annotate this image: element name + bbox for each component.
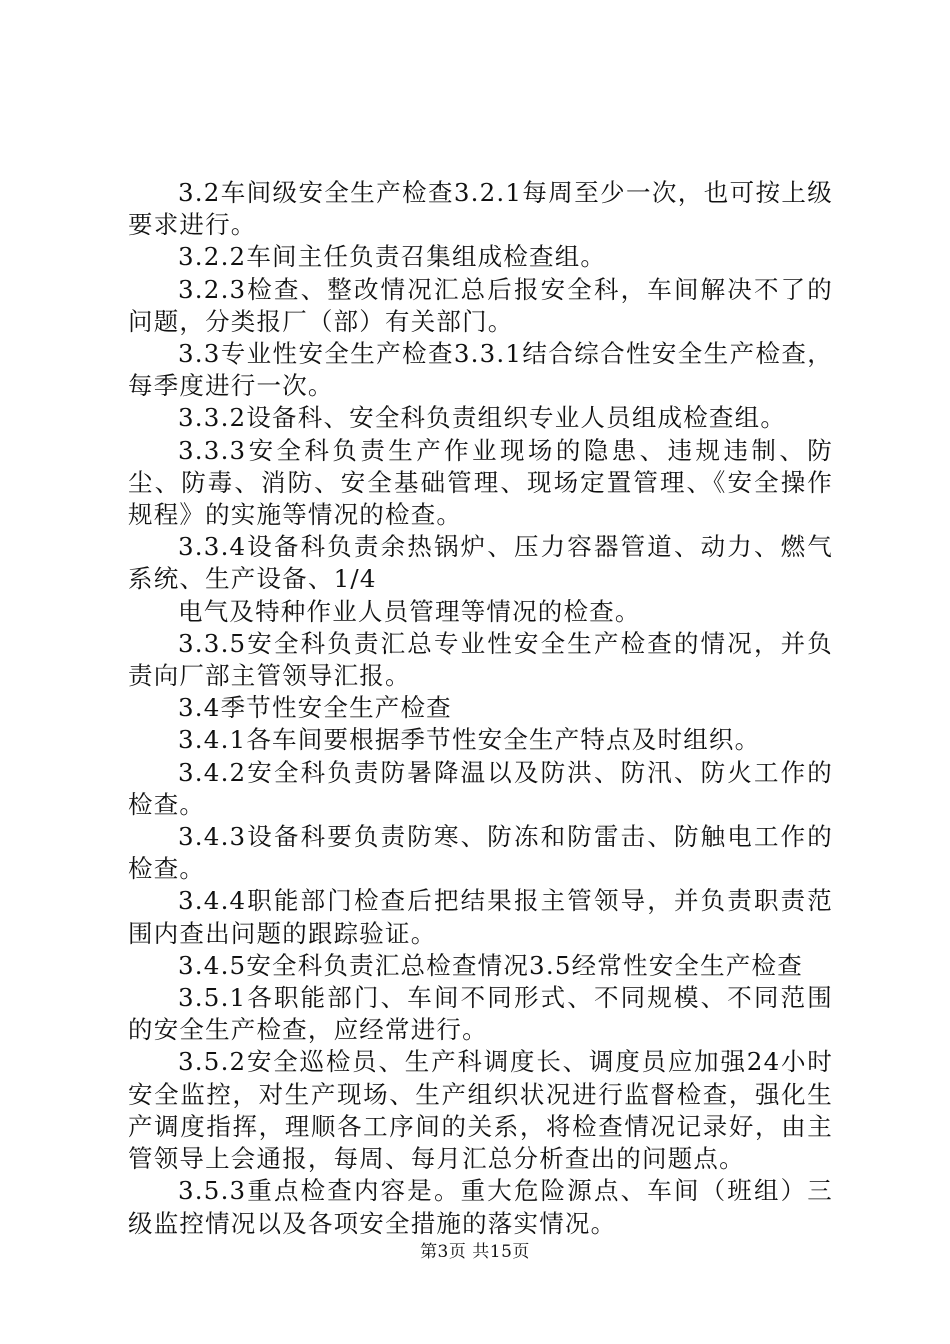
- paragraph-3-3-2: 3.3.2设备科、安全科负责组织专业人员组成检查组。: [178, 403, 787, 433]
- paragraph-3-5-2: 3.5.2安全巡检员、生产科调度长、调度员应加强24小时安全监控，对生产现场、生产组织状况进行监督检查，强化生产调度指挥，理顺各工序间的关系，将检查情况记录好，由主管领导上会通报，每周、每月汇总分析查出的问题点。: [128, 1047, 833, 1174]
- paragraph-3-4-1: 3.4.1各车间要根据季节性安全生产特点及时组织。: [178, 725, 761, 755]
- paragraph-3-2-3: 3.2.3检查、整改情况汇总后报安全科，车间解决不了的问题，分类报厂（部）有关部门。: [128, 274, 833, 336]
- paragraph-3-3-4-continued: 电气及特种作业人员管理等情况的检查。: [178, 596, 641, 626]
- paragraph-3-4-4: 3.4.4职能部门检查后把结果报主管领导，并负责职责范围内查出问题的跟踪验证。: [128, 886, 833, 948]
- paragraph-3-4-5: 3.4.5安全科负责汇总检查情况3.5经常性安全生产检查: [178, 950, 803, 980]
- paragraph-3-3: 3.3专业性安全生产检查3.3.1结合综合性安全生产检查，每季度进行一次。: [128, 339, 833, 401]
- paragraph-3-2-2: 3.2.2车间主任负责召集组成检查组。: [178, 242, 607, 272]
- paragraph-3-2: 3.2车间级安全生产检查3.2.1每周至少一次，也可按上级要求进行。: [128, 178, 833, 240]
- paragraph-3-4-3: 3.4.3设备科要负责防寒、防冻和防雷击、防触电工作的检查。: [128, 822, 833, 884]
- paragraph-3-3-4: 3.3.4设备科负责余热锅炉、压力容器管道、动力、燃气系统、生产设备、1/4: [128, 532, 833, 594]
- paragraph-3-5-3: 3.5.3重点检查内容是。重大危险源点、车间（班组）三级监控情况以及各项安全措施的落实情况。: [128, 1176, 833, 1238]
- paragraph-3-3-5: 3.3.5安全科负责汇总专业性安全生产检查的情况，并负责向厂部主管领导汇报。: [128, 628, 833, 691]
- paragraph-3-3-3: 3.3.3安全科负责生产作业现场的隐患、违规违制、防尘、防毒、消防、安全基础管理、现场定置管理、《安全操作规程》的实施等情况的检查。: [128, 435, 833, 530]
- page-number-footer: 第3页 共15页: [420, 1242, 530, 1262]
- paragraph-3-4: 3.4季节性安全生产检查: [178, 693, 452, 723]
- paragraph-3-5-1: 3.5.1各职能部门、车间不同形式、不同规模、不同范围的安全生产检查，应经常进行。: [128, 983, 833, 1045]
- paragraph-3-4-2: 3.4.2安全科负责防暑降温以及防洪、防汛、防火工作的检查。: [128, 757, 833, 819]
- document-body: [128, 177, 833, 1240]
